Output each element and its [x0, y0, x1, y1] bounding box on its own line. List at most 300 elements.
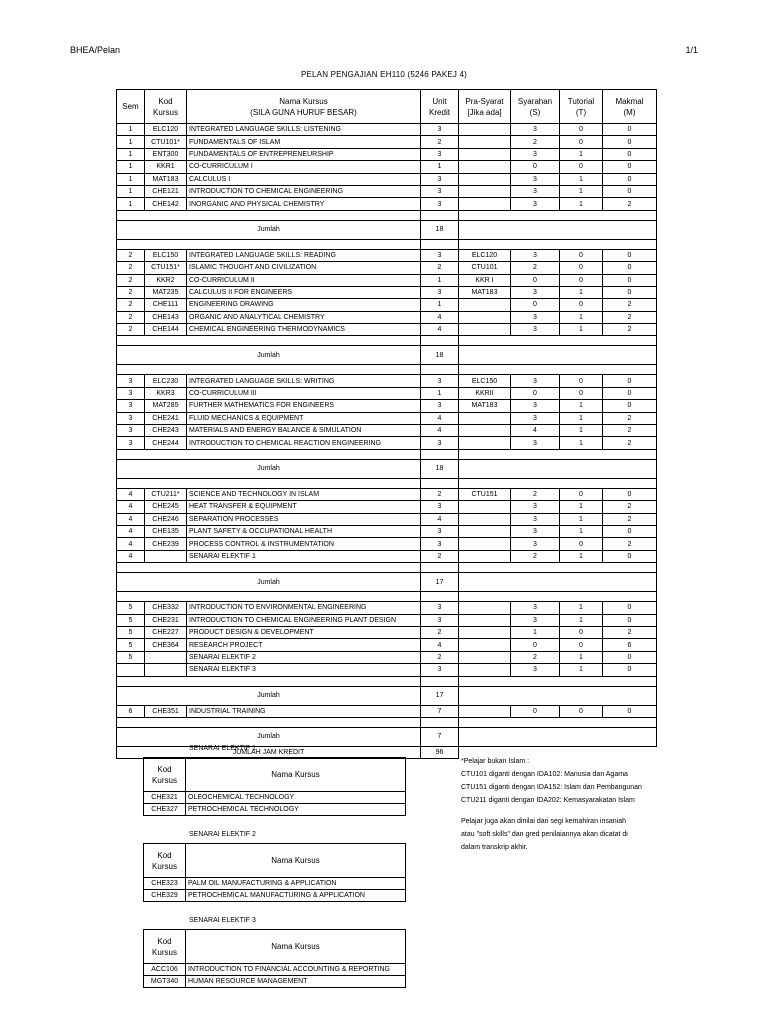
course-name-cell: INTEGRATED LANGUAGE SKILLS: READING — [187, 249, 421, 261]
spacer-cell — [117, 336, 421, 346]
course-row — [117, 286, 657, 298]
course-name-cell: INTRODUCTION TO CHEMICAL REACTION ENGINEERING — [187, 437, 421, 449]
elective-row — [144, 878, 406, 890]
tutorial-cell: 1 — [560, 550, 603, 562]
credit-cell: 3 — [421, 185, 459, 197]
spacer-cell — [459, 220, 657, 239]
tutorial-cell: 0 — [560, 375, 603, 387]
spacer-row — [117, 592, 657, 602]
course-row — [117, 664, 657, 676]
elective-code-cell: CHE329 — [144, 890, 186, 902]
tutorial-cell: 1 — [560, 602, 603, 614]
subtotal-label: Jumlah — [117, 686, 421, 705]
total-value: 96 — [421, 746, 459, 758]
elective-name-cell: PETROCHEMICAL MANUFACTURING & APPLICATION — [186, 890, 406, 902]
subtotal-value: 18 — [421, 220, 459, 239]
course-name-cell: INTEGRATED LANGUAGE SKILLS: WRITING — [187, 375, 421, 387]
course-row — [117, 198, 657, 210]
course-name-cell: PRODUCT DESIGN & DEVELOPMENT — [187, 626, 421, 638]
sem-cell: 3 — [117, 412, 145, 424]
course-code-cell: CTU101* — [145, 136, 187, 148]
course-name-cell: SEPARATION PROCESSES — [187, 513, 421, 525]
course-row — [117, 161, 657, 173]
note-line: atau "soft skills" dan gred penilaiannya akan dicatat di — [461, 831, 628, 838]
course-code-cell: CHE231 — [145, 614, 187, 626]
lab-cell: 2 — [603, 437, 657, 449]
lab-cell: 0 — [603, 664, 657, 676]
course-row — [117, 324, 657, 336]
course-row — [117, 602, 657, 614]
spacer-cell — [117, 239, 421, 249]
credit-cell: 1 — [421, 387, 459, 399]
course-name-cell: FUNDAMENTALS OF ISLAM — [187, 136, 421, 148]
course-row — [117, 425, 657, 437]
prerequisite-cell — [459, 550, 511, 562]
credit-cell: 3 — [421, 400, 459, 412]
elective-row — [144, 804, 406, 816]
prerequisite-cell — [459, 602, 511, 614]
elective-code-cell: CHE323 — [144, 878, 186, 890]
course-code-cell: MAT235 — [145, 286, 187, 298]
subtotal-row — [117, 346, 657, 365]
elective-name-cell: HUMAN RESOURCE MANAGEMENT — [186, 976, 406, 988]
lab-cell: 0 — [603, 173, 657, 185]
course-code-cell — [145, 550, 187, 562]
lecture-cell: 3 — [511, 437, 560, 449]
elective-header-row — [144, 930, 406, 964]
sem-cell: 1 — [117, 136, 145, 148]
course-code-cell: CHE245 — [145, 501, 187, 513]
lecture-cell: 3 — [511, 249, 560, 261]
prerequisite-cell — [459, 124, 511, 136]
tutorial-cell: 0 — [560, 136, 603, 148]
spacer-cell — [421, 449, 459, 459]
elective-col-kod: Kod Kursus — [144, 930, 186, 964]
prerequisite-cell — [459, 161, 511, 173]
spacer-cell — [459, 365, 657, 375]
course-name-cell: SCIENCE AND TECHNOLOGY IN ISLAM — [187, 488, 421, 500]
credit-cell: 3 — [421, 614, 459, 626]
elective-table — [143, 843, 406, 902]
tutorial-cell: 1 — [560, 148, 603, 160]
lecture-cell: 3 — [511, 185, 560, 197]
elective-col-kod: Kod Kursus — [144, 844, 186, 878]
lab-cell: 0 — [603, 705, 657, 717]
lecture-cell: 0 — [511, 161, 560, 173]
col-prasyarat: Pra-Syarat [Jika ada] — [459, 90, 511, 124]
sem-cell: 4 — [117, 513, 145, 525]
course-row — [117, 705, 657, 717]
lab-cell: 0 — [603, 286, 657, 298]
credit-cell: 2 — [421, 262, 459, 274]
sem-cell: 2 — [117, 286, 145, 298]
subtotal-label: Jumlah — [117, 727, 421, 746]
note-line: *Pelajar bukan Islam : — [461, 758, 530, 765]
lab-cell: 0 — [603, 550, 657, 562]
course-code-cell: KKR2 — [145, 274, 187, 286]
spacer-cell — [421, 365, 459, 375]
course-name-cell: PLANT SAFETY & OCCUPATIONAL HEALTH — [187, 525, 421, 537]
spacer-cell — [459, 459, 657, 478]
spacer-cell — [117, 210, 421, 220]
spacer-row — [117, 676, 657, 686]
spacer-cell — [421, 563, 459, 573]
spacer-cell — [117, 478, 421, 488]
lab-cell: 2 — [603, 311, 657, 323]
course-code-cell: MAT183 — [145, 173, 187, 185]
credit-cell: 3 — [421, 375, 459, 387]
spacer-cell — [421, 478, 459, 488]
credit-cell: 2 — [421, 626, 459, 638]
prerequisite-cell: CTU151 — [459, 488, 511, 500]
course-name-cell: SENARAI ELEKTIF 2 — [187, 651, 421, 663]
prerequisite-cell — [459, 299, 511, 311]
tutorial-cell: 1 — [560, 437, 603, 449]
course-row — [117, 311, 657, 323]
course-name-cell: HEAT TRANSFER & EQUIPMENT — [187, 501, 421, 513]
course-row — [117, 387, 657, 399]
credit-cell: 3 — [421, 198, 459, 210]
sem-cell: 1 — [117, 198, 145, 210]
course-name-cell: SENARAI ELEKTIF 1 — [187, 550, 421, 562]
course-code-cell: KKR3 — [145, 387, 187, 399]
lecture-cell: 2 — [511, 136, 560, 148]
credit-cell: 4 — [421, 513, 459, 525]
prerequisite-cell — [459, 705, 511, 717]
course-code-cell: ELC120 — [145, 124, 187, 136]
course-row — [117, 249, 657, 261]
course-row — [117, 400, 657, 412]
col-nama: Nama Kursus (SILA GUNA HURUF BESAR) — [187, 90, 421, 124]
sem-cell: 3 — [117, 425, 145, 437]
prerequisite-cell — [459, 148, 511, 160]
prerequisite-cell — [459, 437, 511, 449]
lecture-cell: 0 — [511, 274, 560, 286]
table-header-row — [117, 90, 657, 124]
course-code-cell: ENT300 — [145, 148, 187, 160]
tutorial-cell: 1 — [560, 501, 603, 513]
prerequisite-cell: KKR I — [459, 274, 511, 286]
lecture-cell: 3 — [511, 664, 560, 676]
sem-cell: 3 — [117, 375, 145, 387]
credit-cell: 3 — [421, 437, 459, 449]
lecture-cell: 2 — [511, 262, 560, 274]
sem-cell: 2 — [117, 249, 145, 261]
course-name-cell: FURTHER MATHEMATICS FOR ENGINEERS — [187, 400, 421, 412]
spacer-cell — [459, 210, 657, 220]
course-name-cell: ENGINEERING DRAWING — [187, 299, 421, 311]
elective-name-cell: INTRODUCTION TO FINANCIAL ACCOUNTING & REPORTING — [186, 964, 406, 976]
lecture-cell: 3 — [511, 173, 560, 185]
lab-cell: 0 — [603, 148, 657, 160]
sem-cell: 5 — [117, 639, 145, 651]
sem-cell: 1 — [117, 161, 145, 173]
course-name-cell: FUNDAMENTALS OF ENTREPRENEURSHIP — [187, 148, 421, 160]
spacer-cell — [459, 449, 657, 459]
course-name-cell: INTRODUCTION TO CHEMICAL ENGINEERING — [187, 185, 421, 197]
prerequisite-cell — [459, 664, 511, 676]
tutorial-cell: 1 — [560, 198, 603, 210]
credit-cell: 1 — [421, 274, 459, 286]
prerequisite-cell — [459, 324, 511, 336]
prerequisite-cell — [459, 185, 511, 197]
tutorial-cell: 1 — [560, 311, 603, 323]
spacer-row — [117, 563, 657, 573]
lecture-cell: 2 — [511, 651, 560, 663]
sem-cell — [117, 664, 145, 676]
sem-cell: 4 — [117, 501, 145, 513]
lecture-cell: 0 — [511, 387, 560, 399]
prerequisite-cell — [459, 626, 511, 638]
credit-cell: 2 — [421, 651, 459, 663]
elective-code-cell: ACC106 — [144, 964, 186, 976]
lab-cell: 2 — [603, 412, 657, 424]
tutorial-cell: 1 — [560, 400, 603, 412]
elective-table — [143, 757, 406, 816]
course-code-cell: CHE227 — [145, 626, 187, 638]
elective-name-cell: OLEOCHEMICAL TECHNOLOGY — [186, 792, 406, 804]
tutorial-cell: 0 — [560, 705, 603, 717]
tutorial-cell: 1 — [560, 664, 603, 676]
spacer-cell — [459, 573, 657, 592]
prerequisite-cell — [459, 412, 511, 424]
course-name-cell: MATERIALS AND ENERGY BALANCE & SIMULATION — [187, 425, 421, 437]
spacer-row — [117, 478, 657, 488]
course-name-cell: INTRODUCTION TO CHEMICAL ENGINEERING PLANT DESIGN — [187, 614, 421, 626]
prerequisite-cell — [459, 513, 511, 525]
tutorial-cell: 0 — [560, 249, 603, 261]
course-row — [117, 375, 657, 387]
lecture-cell: 3 — [511, 513, 560, 525]
elective-list-label: SENARAI ELEKTIF 3 — [189, 917, 256, 924]
lecture-cell: 3 — [511, 400, 560, 412]
subtotal-value: 18 — [421, 346, 459, 365]
credit-cell: 3 — [421, 664, 459, 676]
lecture-cell: 2 — [511, 550, 560, 562]
tutorial-cell: 0 — [560, 124, 603, 136]
spacer-cell — [421, 676, 459, 686]
spacer-cell — [459, 727, 657, 746]
spacer-row — [117, 336, 657, 346]
spacer-cell — [459, 563, 657, 573]
header-left: BHEA/Pelan — [70, 45, 121, 55]
tutorial-cell: 0 — [560, 299, 603, 311]
col-unit: Unit Kredit — [421, 90, 459, 124]
tutorial-cell: 0 — [560, 262, 603, 274]
lecture-cell: 3 — [511, 124, 560, 136]
elective-code-cell: CHE321 — [144, 792, 186, 804]
course-code-cell: CHE246 — [145, 513, 187, 525]
course-name-cell: CO-CURRICULUM I — [187, 161, 421, 173]
credit-cell: 3 — [421, 173, 459, 185]
course-name-cell: FLUID MECHANICS & EQUIPMENT — [187, 412, 421, 424]
lab-cell: 0 — [603, 614, 657, 626]
course-name-cell: INORGANIC AND PHYSICAL CHEMISTRY — [187, 198, 421, 210]
course-name-cell: CO-CURRICULUM III — [187, 387, 421, 399]
credit-cell: 1 — [421, 161, 459, 173]
credit-cell: 4 — [421, 412, 459, 424]
course-code-cell: CHE111 — [145, 299, 187, 311]
course-row — [117, 173, 657, 185]
course-row — [117, 639, 657, 651]
note-line: Pelajar juga akan dinilai dari segi kemahiran insaniah — [461, 818, 626, 825]
course-row — [117, 538, 657, 550]
sem-cell: 5 — [117, 626, 145, 638]
subtotal-row — [117, 220, 657, 239]
elective-row — [144, 890, 406, 902]
tutorial-cell: 1 — [560, 173, 603, 185]
lecture-cell: 3 — [511, 286, 560, 298]
lab-cell: 0 — [603, 375, 657, 387]
course-row — [117, 550, 657, 562]
total-label: JUMLAH JAM KREDIT — [117, 746, 421, 758]
course-name-cell: INTRODUCTION TO ENVIRONMENTAL ENGINEERING — [187, 602, 421, 614]
course-code-cell: CHE135 — [145, 525, 187, 537]
tutorial-cell: 1 — [560, 651, 603, 663]
course-row — [117, 525, 657, 537]
prerequisite-cell — [459, 538, 511, 550]
sem-cell: 1 — [117, 185, 145, 197]
sem-cell: 3 — [117, 387, 145, 399]
lecture-cell: 3 — [511, 538, 560, 550]
subtotal-row — [117, 459, 657, 478]
course-code-cell: CHE332 — [145, 602, 187, 614]
elective-row — [144, 964, 406, 976]
course-code-cell: CHE364 — [145, 639, 187, 651]
credit-cell: 3 — [421, 602, 459, 614]
lab-cell: 2 — [603, 538, 657, 550]
prerequisite-cell — [459, 651, 511, 663]
spacer-row — [117, 210, 657, 220]
course-row — [117, 124, 657, 136]
credit-cell: 7 — [421, 705, 459, 717]
prerequisite-cell: KKRII — [459, 387, 511, 399]
sem-cell: 2 — [117, 324, 145, 336]
sem-cell: 2 — [117, 262, 145, 274]
course-row — [117, 274, 657, 286]
sem-cell: 5 — [117, 602, 145, 614]
tutorial-cell: 0 — [560, 626, 603, 638]
tutorial-cell: 0 — [560, 488, 603, 500]
tutorial-cell: 1 — [560, 185, 603, 197]
lecture-cell: 3 — [511, 412, 560, 424]
note-line: CTU211 diganti dengan IDA202: Kemasyarakatan Islam — [461, 797, 635, 804]
lecture-cell: 0 — [511, 299, 560, 311]
course-code-cell: CHE144 — [145, 324, 187, 336]
elective-code-cell: MGT340 — [144, 976, 186, 988]
tutorial-cell: 1 — [560, 286, 603, 298]
tutorial-cell: 1 — [560, 324, 603, 336]
sem-cell: 4 — [117, 538, 145, 550]
spacer-cell — [117, 717, 421, 727]
lab-cell: 0 — [603, 651, 657, 663]
lecture-cell: 0 — [511, 705, 560, 717]
course-name-cell: PROCESS CONTROL & INSTRUMENTATION — [187, 538, 421, 550]
lab-cell: 2 — [603, 299, 657, 311]
tutorial-cell: 1 — [560, 425, 603, 437]
lab-cell: 0 — [603, 249, 657, 261]
subtotal-label: Jumlah — [117, 459, 421, 478]
course-row — [117, 626, 657, 638]
elective-header-row — [144, 758, 406, 792]
sem-cell: 3 — [117, 437, 145, 449]
credit-cell: 2 — [421, 550, 459, 562]
spacer-cell — [117, 676, 421, 686]
course-code-cell: CHE241 — [145, 412, 187, 424]
course-name-cell: ORGANIC AND ANALYTICAL CHEMISTRY — [187, 311, 421, 323]
lab-cell: 2 — [603, 513, 657, 525]
course-code-cell: CHE351 — [145, 705, 187, 717]
course-row — [117, 412, 657, 424]
course-row — [117, 148, 657, 160]
spacer-row — [117, 717, 657, 727]
prerequisite-cell — [459, 136, 511, 148]
col-syarahan: Syarahan (S) — [511, 90, 560, 124]
lecture-cell: 3 — [511, 614, 560, 626]
spacer-cell — [117, 449, 421, 459]
sem-cell: 1 — [117, 173, 145, 185]
lecture-cell: 2 — [511, 488, 560, 500]
spacer-cell — [421, 717, 459, 727]
course-name-cell: CO-CURRICULUM II — [187, 274, 421, 286]
spacer-row — [117, 449, 657, 459]
study-plan-table — [116, 89, 657, 759]
sem-cell: 2 — [117, 311, 145, 323]
sem-cell: 2 — [117, 274, 145, 286]
tutorial-cell: 0 — [560, 274, 603, 286]
spacer-cell — [459, 592, 657, 602]
spacer-cell — [459, 346, 657, 365]
lab-cell: 0 — [603, 262, 657, 274]
subtotal-label: Jumlah — [117, 573, 421, 592]
course-code-cell: CTU211* — [145, 488, 187, 500]
col-makmal: Makmal (M) — [603, 90, 657, 124]
lecture-cell: 0 — [511, 639, 560, 651]
spacer-row — [117, 239, 657, 249]
credit-cell: 4 — [421, 639, 459, 651]
lab-cell: 0 — [603, 602, 657, 614]
lab-cell: 0 — [603, 400, 657, 412]
elective-list-label: SENARAI ELEKTIF 1 — [189, 745, 256, 752]
prerequisite-cell — [459, 501, 511, 513]
lab-cell: 0 — [603, 274, 657, 286]
subtotal-value: 7 — [421, 727, 459, 746]
credit-cell: 3 — [421, 538, 459, 550]
sem-cell: 4 — [117, 550, 145, 562]
lecture-cell: 3 — [511, 198, 560, 210]
prerequisite-cell — [459, 639, 511, 651]
lecture-cell: 3 — [511, 501, 560, 513]
lab-cell: 2 — [603, 425, 657, 437]
course-code-cell: MAT285 — [145, 400, 187, 412]
lecture-cell: 3 — [511, 148, 560, 160]
sem-cell: 5 — [117, 651, 145, 663]
lecture-cell: 3 — [511, 602, 560, 614]
credit-cell: 2 — [421, 136, 459, 148]
elective-table — [143, 929, 406, 988]
lab-cell: 0 — [603, 161, 657, 173]
elective-row — [144, 792, 406, 804]
course-row — [117, 262, 657, 274]
note-line: dalam transkrip akhir. — [461, 844, 528, 851]
subtotal-row — [117, 727, 657, 746]
lab-cell: 0 — [603, 525, 657, 537]
tutorial-cell: 1 — [560, 513, 603, 525]
tutorial-cell: 0 — [560, 639, 603, 651]
lab-cell: 2 — [603, 501, 657, 513]
course-name-cell: SENARAI ELEKTIF 3 — [187, 664, 421, 676]
course-code-cell: CHE243 — [145, 425, 187, 437]
